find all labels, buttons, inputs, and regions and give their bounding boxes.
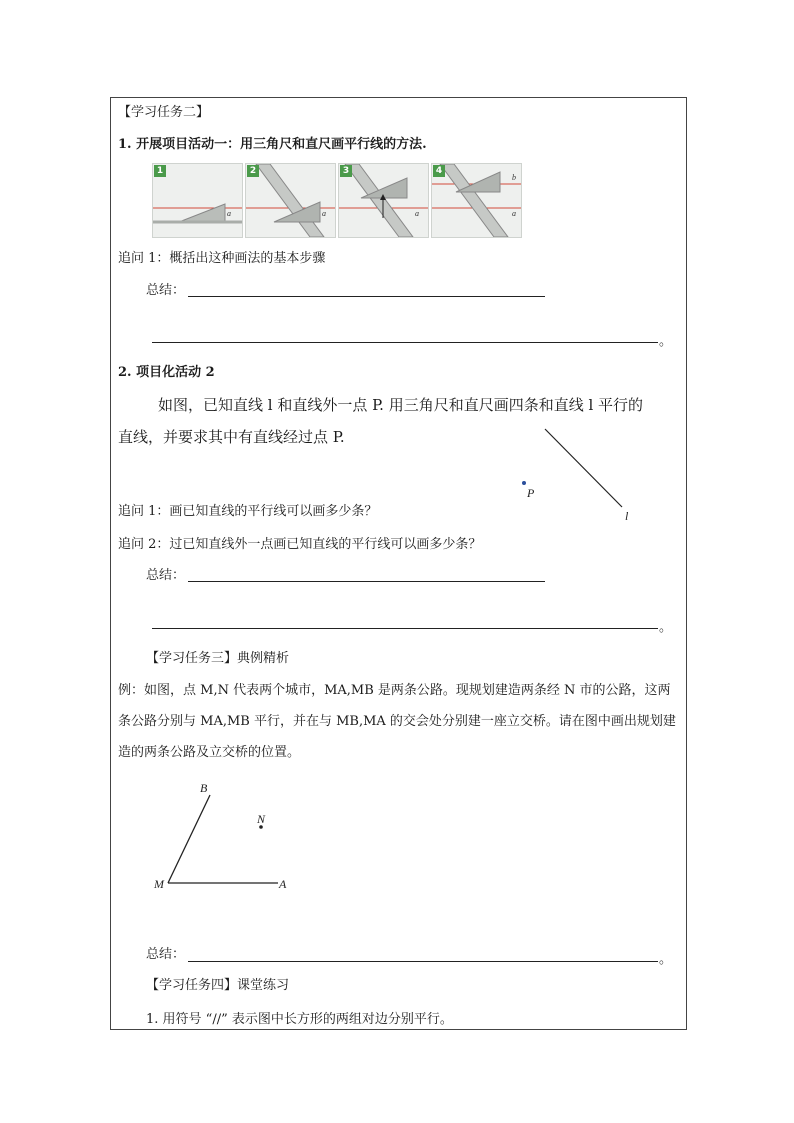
period-mark: 。 <box>659 620 673 635</box>
ruler-steps-figure <box>152 163 522 237</box>
step-photo-2 <box>245 163 336 238</box>
line-a-label: a <box>227 209 231 218</box>
step-badge: 1 <box>154 165 166 177</box>
step3-drawing <box>339 164 428 237</box>
example-line2: 条公路分别与 MA,MB 平行，并在与 MB,MA 的交会处分别建一座立交桥。请在图中画出规划建 <box>118 714 676 729</box>
period-mark: 。 <box>659 334 673 349</box>
step-photo-4 <box>431 163 522 238</box>
summary-label: 总结： <box>146 568 186 583</box>
activity2-text-line1: 如图，已知直线 l 和直线外一点 P. 用三角尺和直尺画四条和直线 l 平行的 <box>158 396 644 414</box>
point-p <box>522 481 526 485</box>
label-b: B <box>200 781 208 795</box>
question-2: 追问 2：过已知直线外一点画已知直线的平行线可以画多少条？ <box>118 537 482 552</box>
line-l-point-p-figure <box>500 420 650 530</box>
summary-label: 总结： <box>146 283 186 298</box>
task4-header: 【学习任务四】课堂练习 <box>146 978 290 993</box>
roads-figure <box>145 775 305 900</box>
line-b-label: b <box>512 173 516 182</box>
step1-drawing <box>153 164 242 237</box>
point-p-label: P <box>527 486 535 500</box>
line-l-label: l <box>625 509 629 523</box>
task3-header: 【学习任务三】典例精析 <box>146 651 290 666</box>
summary-answer-line[interactable] <box>188 961 658 962</box>
summary-answer-line[interactable] <box>188 581 545 582</box>
label-m: M <box>154 877 164 891</box>
label-n: N <box>257 812 266 826</box>
line-a-label: a <box>415 209 419 218</box>
period-mark: 。 <box>659 952 673 967</box>
activity2-title: 2. 项目化活动 2 <box>118 365 215 380</box>
practice-item-1: 1. 用符号 “//” 表示图中长方形的两组对边分别平行。 <box>146 1012 453 1027</box>
step4-drawing <box>432 164 521 237</box>
activity2-text-line2: 直线，并要求其中有直线经过点 P. <box>118 428 345 446</box>
line-a-label: a <box>322 209 326 218</box>
followup-question-1: 追问 1：概括出这种画法的基本步骤 <box>118 251 326 266</box>
label-a: A <box>279 877 287 891</box>
line-a-label: a <box>512 209 516 218</box>
road-mb <box>168 795 210 883</box>
step-photo-3 <box>338 163 429 238</box>
example-line1: 例：如图，点 M,N 代表两个城市，MA,MB 是两条公路。现规划建造两条经 N 市的公路，这两 <box>118 683 671 698</box>
summary-answer-line[interactable] <box>152 342 658 343</box>
example-line3: 造的两条公路及立交桥的位置。 <box>118 745 301 760</box>
task2-header: 【学习任务二】 <box>118 105 210 120</box>
question-1: 追问 1：画已知直线的平行线可以画多少条？ <box>118 504 378 519</box>
step-badge: 3 <box>340 165 352 177</box>
step2-drawing <box>246 164 335 237</box>
summary-label: 总结： <box>146 947 186 962</box>
summary-answer-line[interactable] <box>152 628 658 629</box>
step-photo-1 <box>152 163 243 238</box>
step-badge: 4 <box>433 165 445 177</box>
step-badge: 2 <box>247 165 259 177</box>
summary-answer-line[interactable] <box>188 296 545 297</box>
activity1-title: 1. 开展项目活动一：用三角尺和直尺画平行线的方法. <box>118 137 427 152</box>
line-l <box>545 429 622 507</box>
